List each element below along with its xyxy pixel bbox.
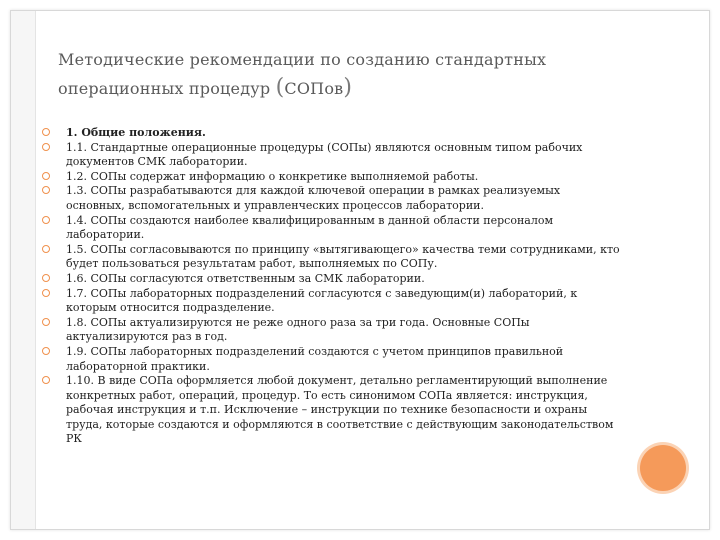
bullet-circle-icon xyxy=(42,274,50,282)
list-item-text: 1.3. СОПы разрабатываются для каждой ключевой операции в рамках реализуемых основных, вспомогательных и управленческих процессов лаборатории. xyxy=(66,184,561,212)
list-item-text: 1.10. В виде СОПа оформляется любой документ, детально регламентирующий выполнение конкретных работ, операций, процедур. То есть синонимом СОПа является: инструкция, рабочая инструкция и т.п. Исключение – инструкции по технике безопасности и охраны труда, которые создаются и оформляются в соответствие с действующим законодательством РК xyxy=(66,374,614,446)
bullet-circle-icon xyxy=(42,128,50,136)
bullet-circle-icon xyxy=(42,289,50,297)
list-item-text: 1.9. СОПы лабораторных подразделений создаются с учетом принципов правильной лабораторной практики. xyxy=(66,344,564,373)
list-item xyxy=(42,170,622,185)
list-item-text: 1.6. СОПы согласуются ответственным за СМК лаборатории. xyxy=(66,271,425,285)
list-item xyxy=(42,374,622,447)
bullet-circle-icon xyxy=(42,216,50,224)
list-item xyxy=(42,214,622,243)
bullet-circle-icon xyxy=(42,143,50,151)
bullet-circle-icon xyxy=(42,186,50,194)
list-item-text: 1.5. СОПы согласовываются по принципу «вытягивающего» качества теми сотрудниками, кто будет пользоваться результатам работ, выполняемых по СОПу. xyxy=(66,242,620,271)
bullet-circle-icon xyxy=(42,172,50,180)
title-line-1: Методические рекомендации по созданию стандартных xyxy=(58,50,547,69)
list-item xyxy=(42,184,622,213)
title-line-2-text: операционных процедур xyxy=(58,79,276,98)
bullet-circle-icon xyxy=(42,318,50,326)
list-item xyxy=(42,316,622,345)
list-item xyxy=(42,126,622,141)
title-paren-open: ( xyxy=(275,75,285,100)
slide-title xyxy=(58,46,668,103)
bullet-circle-icon xyxy=(42,245,50,253)
list-item-text: 1.4. СОПы создаются наиболее квалифицированным в данной области персоналом лаборатории. xyxy=(66,213,554,242)
list-item xyxy=(42,272,622,287)
list-item xyxy=(42,243,622,272)
slide-left-bar xyxy=(11,11,36,529)
bullet-circle-icon xyxy=(42,376,50,384)
list-item xyxy=(42,287,622,316)
list-item-text: 1. Общие положения. xyxy=(66,126,206,139)
list-item-text: 1.1. Стандартные операционные процедуры (СОПы) являются основным типом рабочих документов СМК лаборатории. xyxy=(66,140,583,169)
title-line-2-abbrev: СОПов xyxy=(284,79,344,98)
list-item-text: 1.2. СОПы содержат информацию о конкретике выполняемой работы. xyxy=(66,169,479,183)
title-line-2 xyxy=(58,74,668,103)
list-item xyxy=(42,141,622,170)
list-item-text: 1.7. СОПы лабораторных подразделений согласуются с заведующим(и) лабораторий, к которым относится подразделение. xyxy=(66,286,578,315)
bullet-list xyxy=(42,126,622,447)
list-item-text: 1.8. СОПы актуализируются не реже одного раза за три года. Основные СОПы актуализируются раз в год. xyxy=(66,315,530,344)
list-item xyxy=(42,345,622,374)
bullet-circle-icon xyxy=(42,347,50,355)
title-paren-close: ) xyxy=(343,75,353,100)
decorative-circle-icon xyxy=(640,445,686,491)
